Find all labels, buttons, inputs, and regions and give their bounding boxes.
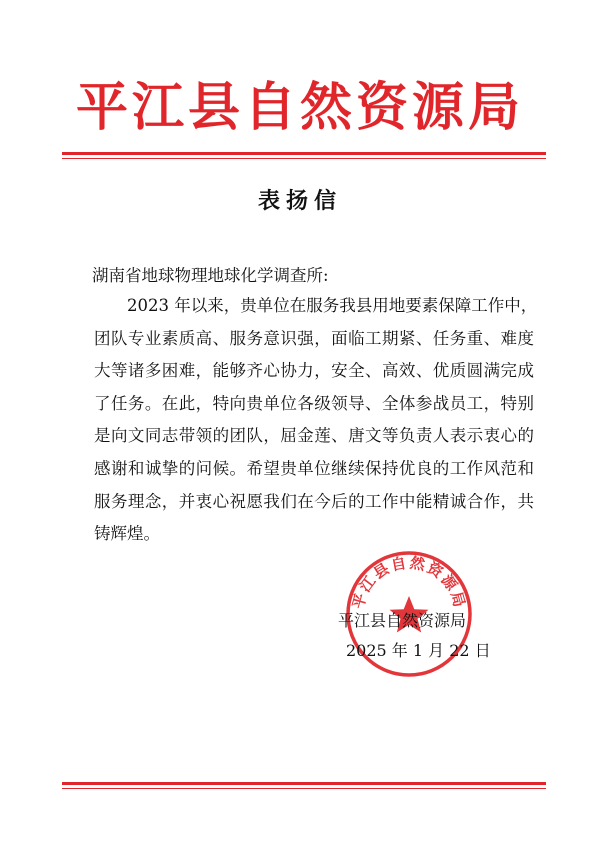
body-line: 2023 年以来，贵单位在服务我县用地要素保障工作中， <box>127 296 538 315</box>
body-line: 是向文同志带领的团队，屈金莲、唐文等负责人表示衷心的 <box>94 426 534 446</box>
footer-rule-thin <box>62 788 546 789</box>
body-line: 服务理念，并衷心祝愿我们在今后的工作中能精诚合作，共 <box>94 491 534 511</box>
letter-body <box>94 290 538 551</box>
document-title: 表扬信 <box>257 188 342 214</box>
body-line: 大等诸多困难，能够齐心协力，安全、高效、优质圆满完成 <box>94 361 534 381</box>
body-line: 铸辉煌。 <box>94 524 160 544</box>
letterhead-title: 平江县自然资源局 <box>75 77 524 138</box>
body-line: 了任务。在此，特向贵单位各级领导、全体参战员工，特别 <box>94 393 534 413</box>
seal-text: 平江县自然资源局 <box>348 553 470 611</box>
recipient: 湖南省地球物理地球化学调查所: <box>92 266 329 285</box>
letterhead-rule-thin <box>62 158 546 159</box>
date: 2025 年 1 月 22 日 <box>346 641 491 660</box>
letterhead-rule-thick <box>62 152 546 155</box>
body-line: 团队专业素质高、服务意识强，面临工期紧、任务重、难度 <box>94 328 534 348</box>
signature: 平江县自然资源局 <box>338 611 467 630</box>
footer-rule-thick <box>62 782 546 785</box>
body-line: 感谢和诚挚的问候。希望贵单位继续保持优良的工作风范和 <box>94 458 534 478</box>
